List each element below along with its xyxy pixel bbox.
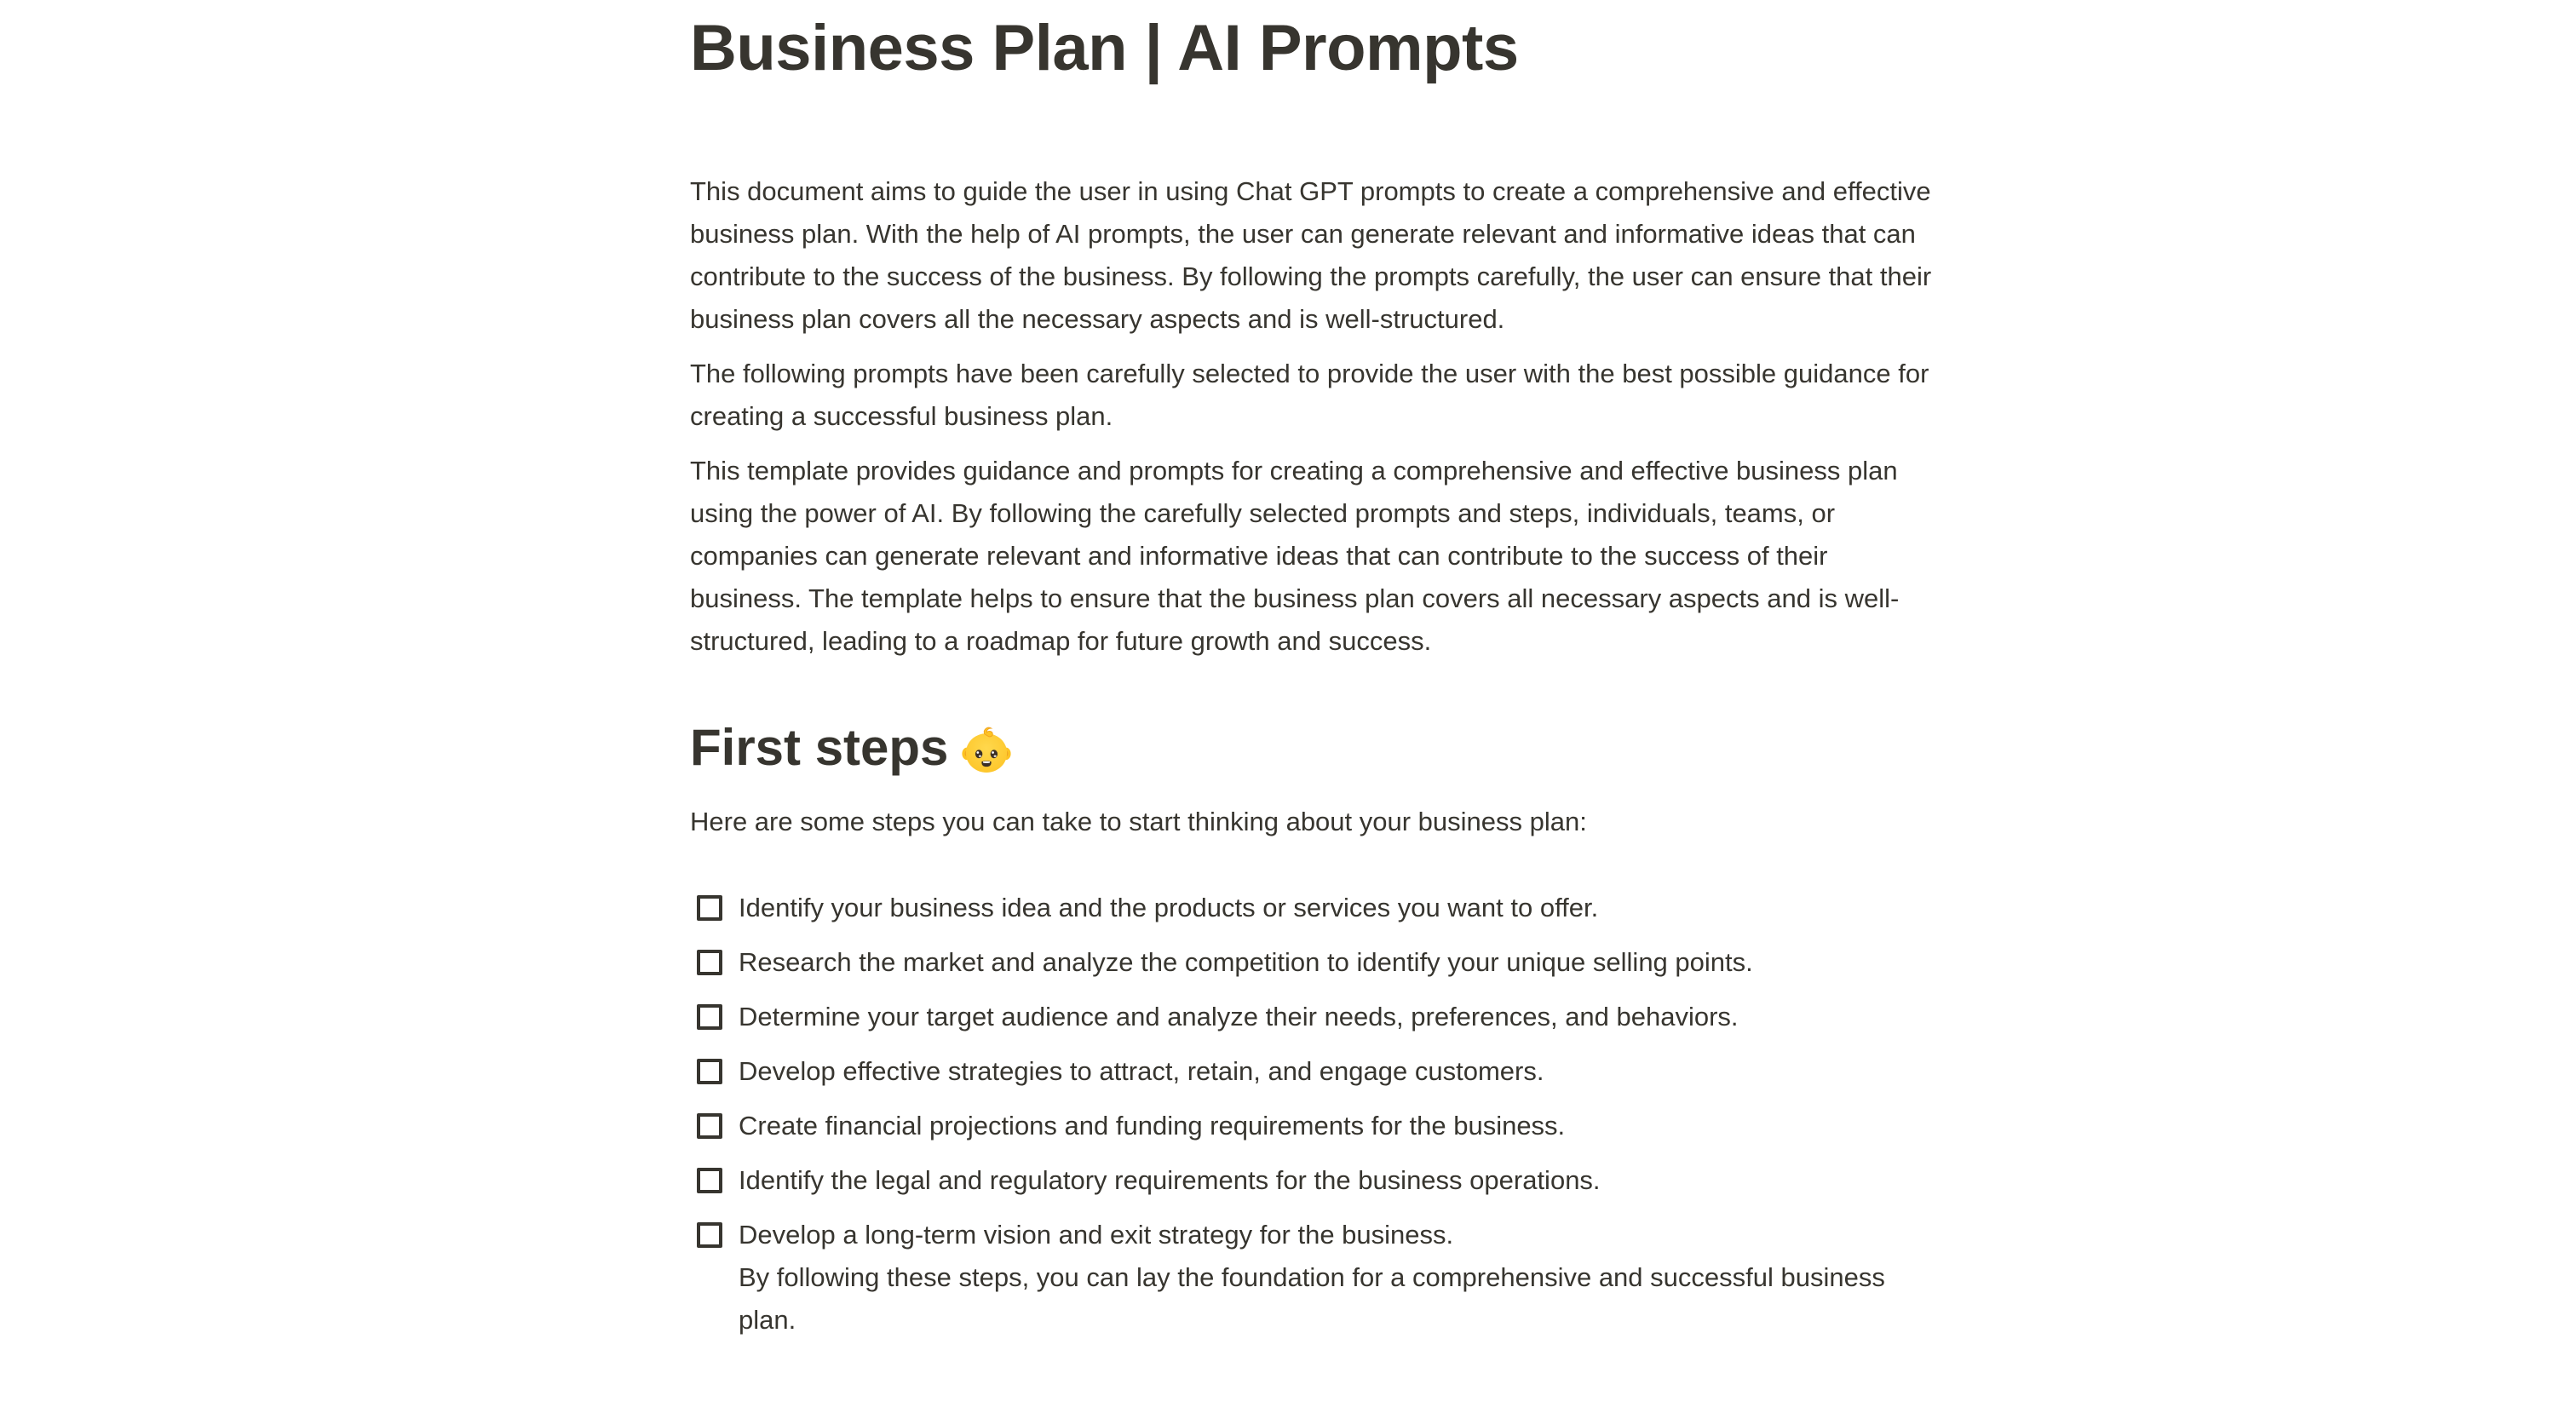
todo-checkbox[interactable]: [697, 895, 722, 921]
todo-item: [690, 1208, 1942, 1347]
todo-label-with-note: [739, 1214, 1942, 1342]
todo-item: [690, 990, 1942, 1044]
todo-checkbox[interactable]: [697, 1113, 722, 1139]
todo-item: [690, 935, 1942, 990]
section-heading-first-steps: [690, 715, 1942, 780]
todo-label: Identify the legal and regulatory requirements for the business operations.: [739, 1165, 1601, 1195]
todo-list: [690, 881, 1942, 1347]
todo-label: Develop a long-term vision and exit strategy for the business.: [739, 1220, 1454, 1250]
todo-checkbox[interactable]: [697, 1222, 722, 1248]
todo-item: [690, 881, 1942, 935]
todo-label: Research the market and analyze the competition to identify your unique selling points.: [739, 947, 1753, 977]
paragraph-overview: This document aims to guide the user in using Chat GPT prompts to create a comprehensive and effective business plan. With the help of AI prompts, the user can generate relevant and informative ideas that can contribute to the success of the business. By following the prompts carefully, the user can ensure that their business plan covers all the necessary aspects and is well-structured.: [690, 176, 1932, 334]
section-heading-text: First steps: [690, 719, 949, 776]
todo-item: [690, 1099, 1942, 1153]
todo-checkbox[interactable]: [697, 950, 722, 975]
todo-label: Develop effective strategies to attract, retain, and engage customers.: [739, 1056, 1544, 1086]
todo-checkbox[interactable]: [697, 1059, 722, 1084]
todo-checkbox[interactable]: [697, 1168, 722, 1193]
todo-note: By following these steps, you can lay the foundation for a comprehensive and successful business plan.: [739, 1262, 1885, 1335]
paragraph-template-description: This template provides guidance and prompts for creating a comprehensive and effective business plan using the power of AI. By following the carefully selected prompts and steps, individuals, teams, or companies can generate relevant and informative ideas that can contribute to the success of their business. The template helps to ensure that the business plan covers all necessary aspects and is well-structured, leading to a roadmap for future growth and success.: [690, 456, 1900, 656]
baby-emoji: [962, 725, 1011, 774]
todo-item: [690, 1153, 1942, 1208]
todo-item: [690, 1044, 1942, 1099]
section-intro: Here are some steps you can take to start thinking about your business plan:: [690, 807, 1587, 836]
todo-label: Create financial projections and funding requirements for the business.: [739, 1111, 1566, 1141]
todo-label: Determine your target audience and analyze their needs, preferences, and behaviors.: [739, 1002, 1739, 1031]
todo-label: Identify your business idea and the products or services you want to offer.: [739, 893, 1599, 922]
todo-checkbox[interactable]: [697, 1004, 722, 1030]
paragraph-prompts-selected: The following prompts have been carefully selected to provide the user with the best possible guidance for creating a successful business plan.: [690, 359, 1929, 431]
document-page: [690, 0, 1942, 1347]
page-title: Business Plan | AI Prompts: [690, 12, 1519, 84]
